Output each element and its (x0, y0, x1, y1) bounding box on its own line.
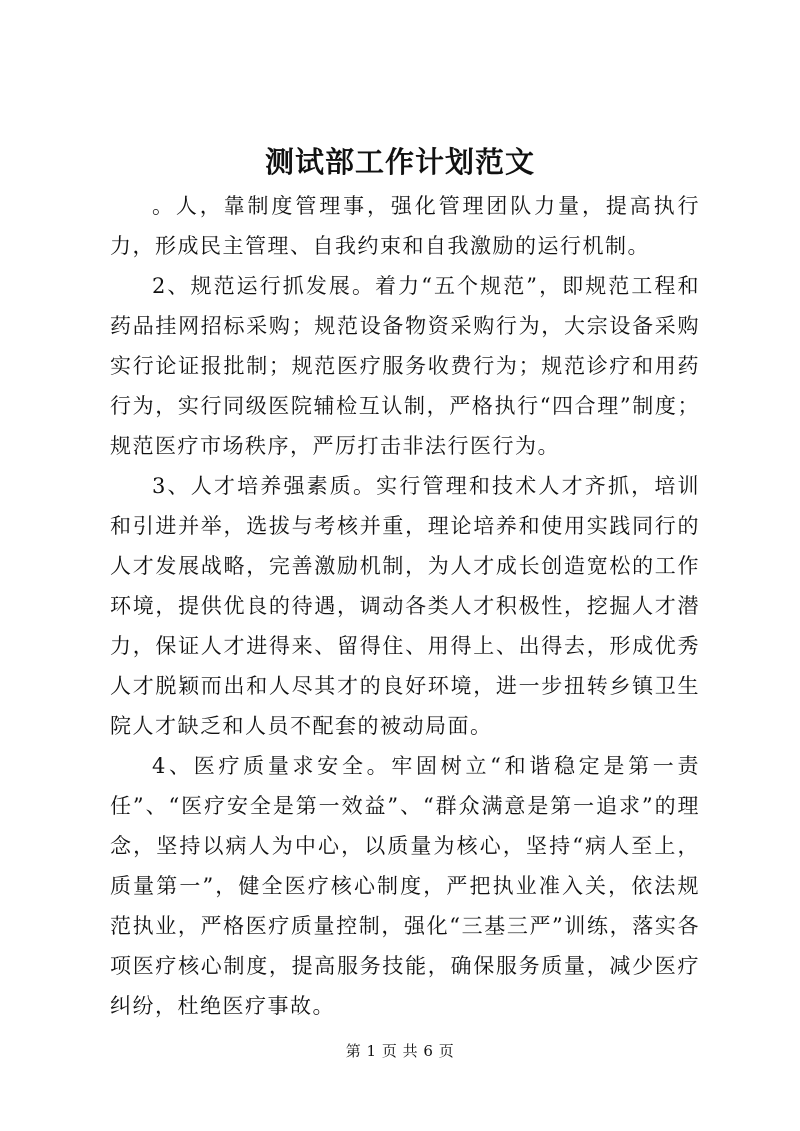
paragraph-intro: 。人，靠制度管理事，强化管理团队力量，提高执行力，形成民主管理、自我约束和自我激励的运行机制。 (110, 194, 700, 258)
document-title: 测试部工作计划范文 (264, 145, 535, 179)
page-number-footer: 第 1 页 共 6 页 (345, 1042, 455, 1060)
paragraph-standardized-operation: 2、规范运行抓发展。着力“五个规范”，即规范工程和药品挂网招标采购；规范设备物资采购行为，大宗设备采购实行论证报批制；规范医疗服务收费行为；规范诊疗和用药行为，实行同级医院辅检互认制，严格执行“四合理”制度；规范医疗市场秩序，严厉打击非法行医行为。 (110, 274, 700, 458)
paragraph-talent-training: 3、人才培养强素质。实行管理和技术人才齐抓，培训和引进并举，选拔与考核并重，理论培养和使用实践同行的人才发展战略，完善激励机制，为人才成长创造宽松的工作环境，提供优良的待遇，调动各类人才积极性，挖掘人才潜力，保证人才进得来、留得住、用得上、出得去，形成优秀人才脱颖而出和人尽其才的良好环境，进一步扭转乡镇卫生院人才缺乏和人员不配套的被动局面。 (110, 474, 700, 738)
document-body (110, 186, 700, 1026)
paragraph-medical-quality: 4、医疗质量求安全。牢固树立“和谐稳定是第一责任”、“医疗安全是第一效益”、“群众满意是第一追求”的理念，坚持以病人为中心，以质量为核心，坚持“病人至上，质量第一”，健全医疗核心制度，严把执业准入关，依法规范执业，严格医疗质量控制，强化“三基三严”训练，落实各项医疗核心制度，提高服务技能，确保服务质量，减少医疗纠纷，杜绝医疗事故。 (110, 754, 700, 1018)
